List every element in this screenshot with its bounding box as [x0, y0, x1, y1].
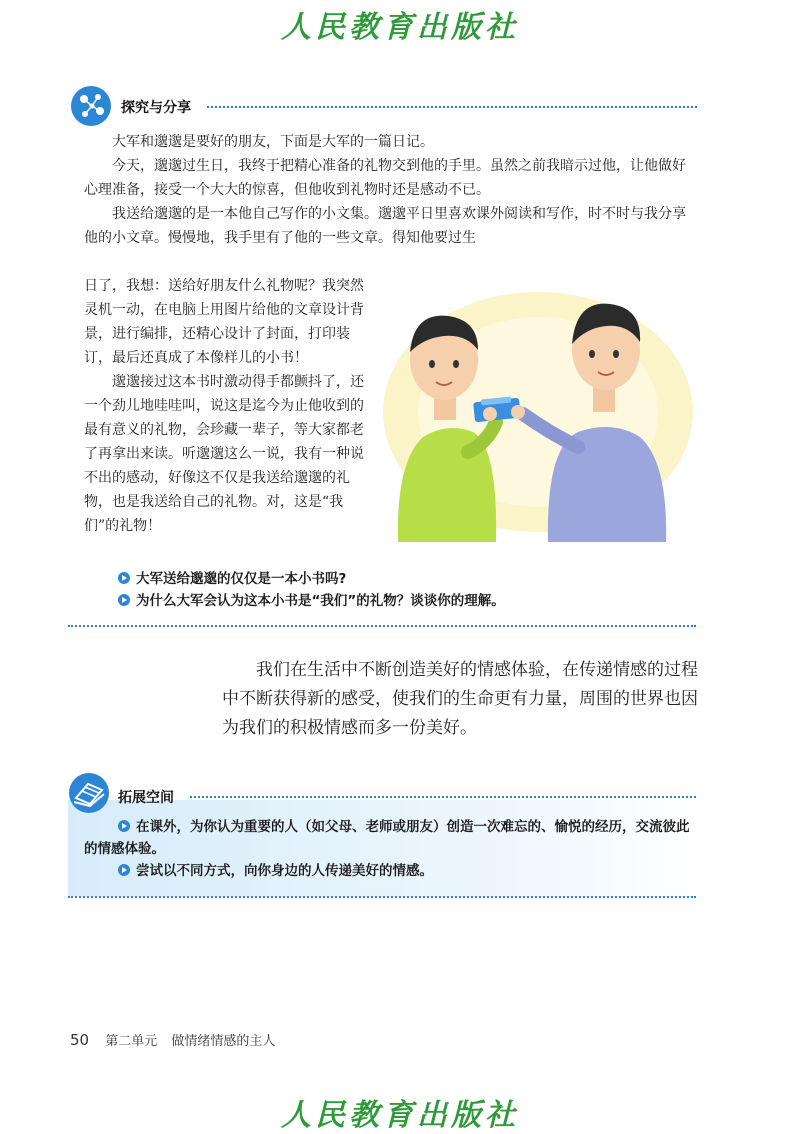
chapter-label: 做情绪情感的主人	[171, 1034, 276, 1049]
arrow-bullet-icon	[118, 594, 130, 606]
publisher-watermark-top: 人民教育出版社	[281, 10, 519, 45]
section-title-explore-share: 探究与分享	[121, 100, 191, 116]
diary-paragraph-2: 我送给邈邈的是一本他自己写作的小文集。邈邈平日里喜欢课外阅读和写作，时不时与我分享他的小文章。慢慢地，我手里有了他的一些文章。得知他要过生	[84, 206, 686, 246]
unit-label: 第二单元	[105, 1034, 158, 1049]
question-item: 为什么大军会认为这本小书是“我们”的礼物？谈谈你的理解。	[118, 590, 698, 612]
arrow-bullet-icon	[118, 572, 130, 584]
explore-share-icon	[70, 85, 112, 127]
intro-paragraph: 大军和邈邈是要好的朋友，下面是大军的一篇日记。	[112, 134, 434, 150]
section-divider	[68, 625, 696, 627]
extension-list	[84, 816, 694, 882]
publisher-watermark-bottom: 人民教育出版社	[281, 1098, 519, 1133]
diary-text-column	[84, 274, 366, 538]
arrow-bullet-icon	[118, 820, 130, 832]
question-list	[118, 568, 698, 612]
gift-exchange-illustration	[378, 272, 696, 548]
section-divider	[207, 106, 697, 108]
diary-paragraph-1: 今天，邈邈过生日，我终于把精心准备的礼物交到他的手里。虽然之前我暗示过他，让他做好心理准备，接受一个大大的惊喜，但他收到礼物时还是感动不已。	[84, 158, 686, 198]
question-item: 大军送给邈邈的仅仅是一本小书吗?	[118, 568, 698, 590]
extension-space-icon	[68, 772, 110, 814]
summary-paragraph: 我们在生活中不断创造美好的情感体验，在传递情感的过程中不断获得新的感受，使我们的生命更有力量，周围的世界也因为我们的积极情感而多一份美好。	[222, 660, 698, 738]
diary-text-top	[84, 130, 696, 250]
arrow-bullet-icon	[118, 864, 130, 876]
extension-item: 尝试以不同方式，向你身边的人传递美好的情感。	[84, 860, 694, 882]
page-number: 50	[70, 1031, 90, 1049]
section-divider	[68, 896, 696, 898]
section-divider	[190, 796, 696, 798]
page-footer	[70, 1030, 275, 1049]
diary-paragraph-3: 邈邈接过这本书时激动得手都颤抖了，还一个劲儿地哇哇叫，说这是迄今为止他收到的最有意义的礼物，会珍藏一辈子，等大家都老了再拿出来读。听邈邈这么一说，我有一种说不出的感动，好像这不仅是我送给邈邈的礼物，也是我送给自己的礼物。对，这是“我们”的礼物！	[84, 374, 364, 534]
diary-paragraph-2-continued: 日了，我想：送给好朋友什么礼物呢？我突然灵机一动，在电脑上用图片给他的文章设计背景，进行编排，还精心设计了封面，打印装订，最后还真成了本像样儿的小书！	[84, 278, 364, 366]
section-title-extension: 拓展空间	[118, 790, 174, 806]
extension-item: 在课外，为你认为重要的人（如父母、老师或朋友）创造一次难忘的、愉悦的经历，交流彼此的情感体验。	[84, 819, 690, 857]
